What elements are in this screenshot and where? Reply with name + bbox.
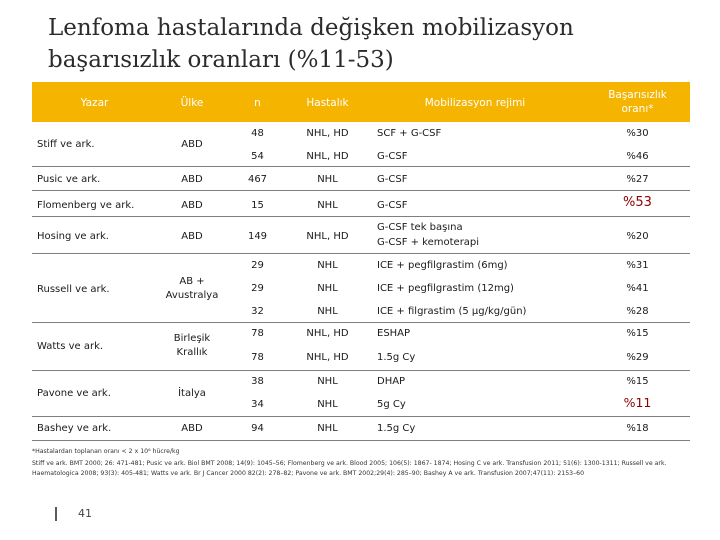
row-divider [32,190,690,191]
country-watts-2: Krallık [176,347,208,358]
country-pavone: İtalya [178,388,206,399]
cell-hastalik: NHL [317,399,338,410]
author-russell: Russell ve ark. [37,284,110,295]
cell-oran: %28 [626,306,649,317]
page-number: 41 [78,507,92,520]
cell-rejim-2: G-CSF + kemoterapi [377,237,480,248]
country-russell-1: AB + [179,276,205,287]
cell-n: 149 [247,231,268,242]
cell-rejim: ESHAP [377,328,411,339]
cell-hastalik: NHL, HD [306,352,349,363]
country-bashey: ABD [181,423,203,434]
header-hastalik: Hastalık [306,97,349,109]
cell-oran: %30 [626,128,649,139]
country-russell-2: Avustralya [165,290,219,301]
cell-rejim: G-CSF [377,174,408,185]
author-bashey: Bashey ve ark. [37,423,112,434]
page-divider [55,507,57,521]
cell-rejim: 1.5g Cy [377,423,416,434]
cell-n: 467 [247,174,268,185]
cell-rejim: 1.5g Cy [377,352,416,363]
cell-n: 29 [251,260,264,271]
row-divider [32,416,690,417]
footnote-definition: *Hastalardan toplanan oranı < 2 x 10⁶ hücre/kg [32,448,180,455]
cell-hastalik: NHL [317,200,338,211]
country-watts-1: Birleşik [173,333,211,344]
author-pusic: Pusic ve ark. [37,174,101,185]
header-yazar: Yazar [80,97,109,109]
author-hosing: Hosing ve ark. [37,231,109,242]
cell-n: 32 [251,306,264,317]
cell-rejim: ICE + pegfilgrastim (12mg) [377,283,514,294]
country-stiff: ABD [181,139,203,150]
footnote-references-2: Haematologica 2008; 93(3): 405-481; Watts ve ark. Br J Cancer 2000 82(2): 278–82; Pavone ve ark. BMT 2002;29(4): 285–90; Bashey A ve ark. Transfusion 2007;47(11): 2153–60 [32,470,585,477]
country-flomenberg: ABD [181,200,203,211]
footnote-references-1: Stiff ve ark. BMT 2000; 26: 471-481; Pusic ve ark. Biol BMT 2008; 14(9): 1045–56; Flomenberg ve ark. Blood 2005; 106(5): 1867- 1874; Hosing C ve ark. Transfusion 2011; 51(6): 1300-1311; Russell ve ark. [32,460,667,467]
row-divider [32,253,690,254]
country-pusic: ABD [181,174,203,185]
author-watts: Watts ve ark. [37,341,104,352]
cell-n: 29 [251,283,264,294]
cell-n: 15 [251,200,264,211]
header-oran-2: oranı* [621,103,654,115]
cell-oran-highlight: %11 [623,395,652,410]
row-divider [32,370,690,371]
cell-rejim: G-CSF tek başına [377,222,463,233]
cell-hastalik: NHL, HD [306,128,349,139]
cell-rejim: ICE + pegfilgrastim (6mg) [377,260,508,271]
cell-hastalik: NHL [317,260,338,271]
row-divider [32,166,690,167]
cell-hastalik: NHL [317,306,338,317]
cell-oran: %15 [626,376,649,387]
cell-oran: %27 [626,174,649,185]
row-divider [32,440,690,441]
cell-hastalik: NHL, HD [306,151,349,162]
header-oran-1: Başarısızlık [608,89,667,101]
header-n: n [254,97,261,109]
cell-rejim: 5g Cy [377,399,406,410]
cell-hastalik: NHL [317,283,338,294]
cell-oran: %29 [626,352,649,363]
cell-hastalik: NHL, HD [306,328,349,339]
cell-oran: %20 [626,231,649,242]
slide-title [48,12,688,76]
cell-n: 78 [251,328,264,339]
cell-rejim: G-CSF [377,151,408,162]
country-hosing: ABD [181,231,203,242]
cell-n: 48 [251,128,264,139]
cell-oran-highlight: %53 [623,195,652,210]
cell-n: 78 [251,352,264,363]
author-stiff: Stiff ve ark. [37,139,95,150]
author-pavone: Pavone ve ark. [37,388,111,399]
title-line-2: başarısızlık oranları (%11-53) [48,47,394,73]
cell-rejim: G-CSF [377,200,408,211]
title-line-1: Lenfoma hastalarında değişken mobilizasyon [48,15,574,41]
header-rejim: Mobilizasyon rejimi [424,97,526,109]
cell-rejim: DHAP [377,376,406,387]
row-divider [32,216,690,217]
cell-hastalik: NHL [317,174,338,185]
cell-oran: %15 [626,328,649,339]
cell-hastalik: NHL, HD [306,231,349,242]
cell-n: 38 [251,376,264,387]
cell-oran: %31 [626,260,649,271]
cell-rejim: SCF + G-CSF [377,128,442,139]
cell-n: 94 [251,423,264,434]
cell-oran: %46 [626,151,649,162]
cell-oran: %41 [626,283,649,294]
cell-hastalik: NHL [317,423,338,434]
cell-n: 34 [251,399,264,410]
header-ulke: Ülke [180,97,204,109]
cell-hastalik: NHL [317,376,338,387]
row-divider [32,322,690,323]
cell-rejim: ICE + filgrastim (5 µg/kg/gün) [377,306,527,317]
author-flomenberg: Flomenberg ve ark. [37,200,135,211]
cell-oran: %18 [626,423,649,434]
cell-n: 54 [251,151,264,162]
